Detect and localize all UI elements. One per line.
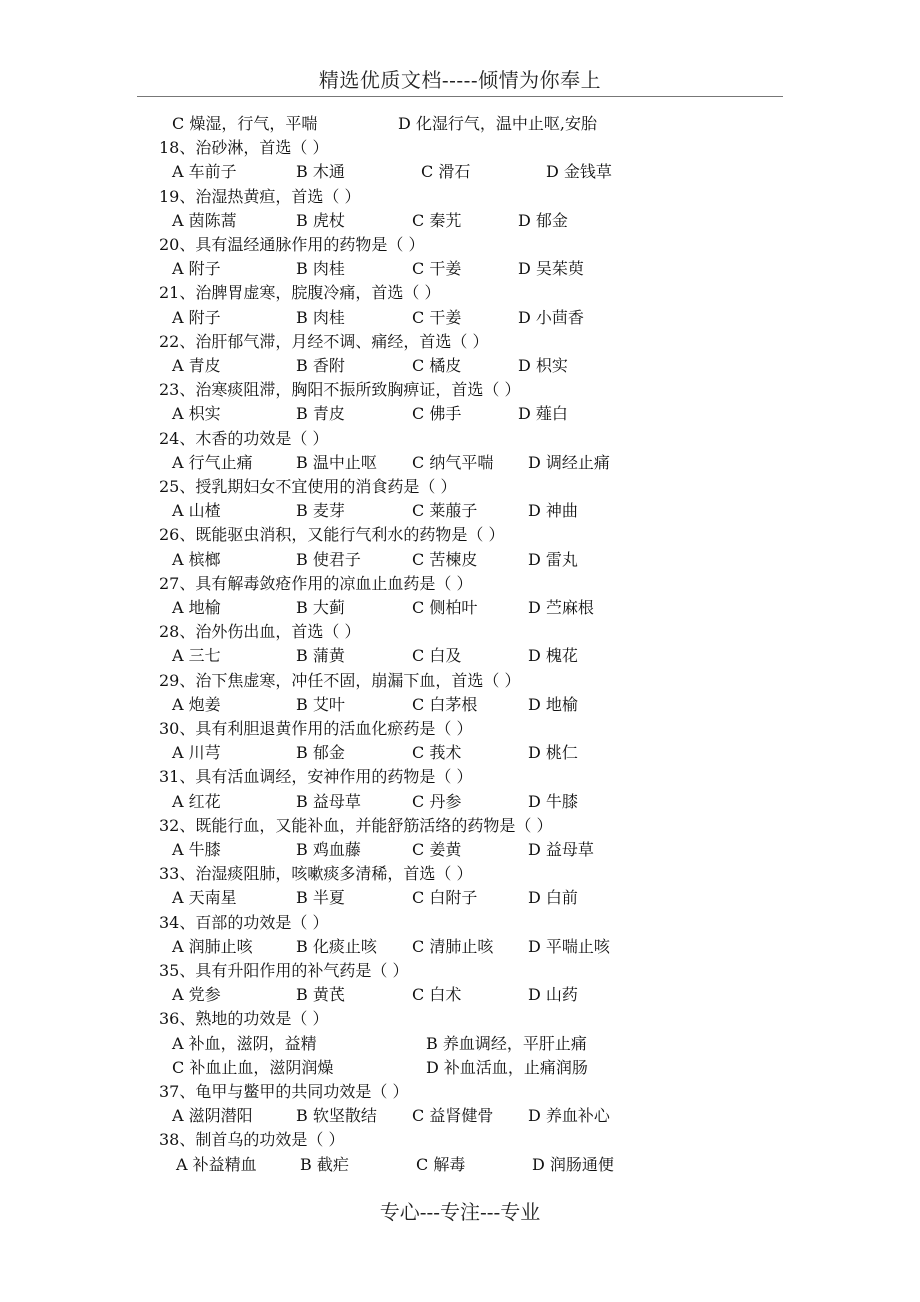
question-text: 33、治湿痰阻肺，咳嗽痰多清稀，首选（ ） — [159, 864, 473, 883]
answer-option: B 艾叶 — [296, 695, 345, 714]
answer-option: D 雷丸 — [528, 550, 578, 569]
answer-option: C 白茅根 — [412, 695, 478, 714]
answer-option: C 白及 — [412, 646, 462, 665]
answer-option: A 炮姜 — [172, 695, 221, 714]
answer-option: D 小茴香 — [518, 308, 584, 327]
answer-option: C 侧柏叶 — [412, 598, 478, 617]
answer-option: A 车前子 — [172, 162, 237, 181]
answer-option: C 清肺止咳 — [412, 937, 494, 956]
question-text: 34、百部的功效是（ ） — [159, 913, 329, 932]
answer-option: C 白附子 — [412, 888, 478, 907]
page-footer: 专心---专注---专业 — [379, 1200, 541, 1224]
answer-option: C 橘皮 — [412, 356, 462, 375]
answer-option: D 神曲 — [528, 501, 578, 520]
answer-option: C 莱菔子 — [412, 501, 478, 520]
answer-option: D 槐花 — [528, 646, 578, 665]
answer-option: A 青皮 — [172, 356, 221, 375]
question-text: 36、熟地的功效是（ ） — [159, 1009, 329, 1028]
answer-option: D 平喘止咳 — [528, 937, 610, 956]
header-divider — [137, 96, 783, 97]
question-text: 31、具有活血调经，安神作用的药物是（ ） — [159, 767, 473, 786]
answer-option: B 鸡血藤 — [296, 840, 361, 859]
answer-option: D 化湿行气，温中止呕,安胎 — [398, 114, 598, 133]
question-text: 24、木香的功效是（ ） — [159, 429, 329, 448]
answer-option: D 牛膝 — [528, 792, 578, 811]
answer-option: D 枳实 — [518, 356, 568, 375]
answer-option: D 苎麻根 — [528, 598, 594, 617]
question-text: 23、治寒痰阻滞，胸阳不振所致胸痹证，首选（ ） — [159, 380, 521, 399]
answer-option: D 地榆 — [528, 695, 578, 714]
answer-option: D 润肠通便 — [532, 1155, 614, 1174]
question-text: 30、具有利胆退黄作用的活血化瘀药是（ ） — [159, 719, 473, 738]
answer-option: C 滑石 — [421, 162, 471, 181]
answer-option: B 化痰止咳 — [296, 937, 377, 956]
answer-option: D 养血补心 — [528, 1106, 610, 1125]
answer-option: A 红花 — [172, 792, 221, 811]
answer-option: B 养血调经，平肝止痛 — [426, 1034, 587, 1053]
answer-option: A 枳实 — [172, 404, 221, 423]
answer-option: C 秦艽 — [412, 211, 462, 230]
answer-option: B 麦芽 — [296, 501, 345, 520]
answer-option: C 白术 — [412, 985, 462, 1004]
answer-option: A 附子 — [172, 259, 221, 278]
page-header: 精选优质文档-----倾情为你奉上 — [318, 68, 602, 92]
answer-option: B 蒲黄 — [296, 646, 345, 665]
answer-option: C 佛手 — [412, 404, 462, 423]
answer-option: B 虎杖 — [296, 211, 345, 230]
question-text: 25、授乳期妇女不宜使用的消食药是（ ） — [159, 477, 457, 496]
answer-option: C 莪术 — [412, 743, 462, 762]
answer-option: A 茵陈蒿 — [172, 211, 237, 230]
answer-option: C 苦楝皮 — [412, 550, 478, 569]
answer-option: A 补益精血 — [176, 1155, 257, 1174]
answer-option: D 郁金 — [518, 211, 568, 230]
answer-option: B 黄芪 — [296, 985, 345, 1004]
question-text: 32、既能行血，又能补血，并能舒筋活络的药物是（ ） — [159, 816, 553, 835]
answer-option: A 滋阴潜阳 — [172, 1106, 253, 1125]
answer-option: A 地榆 — [172, 598, 221, 617]
answer-option: B 截疟 — [300, 1155, 349, 1174]
answer-option: B 软坚散结 — [296, 1106, 377, 1125]
answer-option: D 调经止痛 — [528, 453, 610, 472]
answer-option: B 香附 — [296, 356, 345, 375]
answer-option: A 行气止痛 — [172, 453, 253, 472]
answer-option: B 肉桂 — [296, 259, 345, 278]
answer-option: D 山药 — [528, 985, 578, 1004]
answer-option: C 丹参 — [412, 792, 462, 811]
answer-option: A 牛膝 — [172, 840, 221, 859]
answer-option: D 益母草 — [528, 840, 594, 859]
answer-option: D 补血活血，止痛润肠 — [426, 1058, 588, 1077]
answer-option: A 补血，滋阴，益精 — [172, 1034, 317, 1053]
question-text: 20、具有温经通脉作用的药物是（ ） — [159, 235, 425, 254]
question-text: 18、治砂淋，首选（ ） — [159, 138, 329, 157]
answer-option: B 青皮 — [296, 404, 345, 423]
answer-option: A 三七 — [172, 646, 221, 665]
answer-option: B 益母草 — [296, 792, 361, 811]
answer-option: D 吴茱萸 — [518, 259, 584, 278]
answer-option: A 党参 — [172, 985, 221, 1004]
question-text: 29、治下焦虚寒，冲任不固，崩漏下血，首选（ ） — [159, 671, 521, 690]
answer-option: C 干姜 — [412, 308, 462, 327]
answer-option: B 使君子 — [296, 550, 361, 569]
answer-option: A 川芎 — [172, 743, 221, 762]
answer-option: B 郁金 — [296, 743, 345, 762]
question-text: 38、制首乌的功效是（ ） — [159, 1130, 345, 1149]
question-text: 35、具有升阳作用的补气药是（ ） — [159, 961, 409, 980]
question-text: 37、龟甲与鳖甲的共同功效是（ ） — [159, 1082, 409, 1101]
answer-option: D 桃仁 — [528, 743, 578, 762]
question-text: 26、既能驱虫消积，又能行气利水的药物是（ ） — [159, 525, 505, 544]
answer-option: A 附子 — [172, 308, 221, 327]
answer-option: D 金钱草 — [546, 162, 612, 181]
question-text: 21、治脾胃虚寒，脘腹冷痛，首选（ ） — [159, 283, 441, 302]
question-text: 27、具有解毒敛疮作用的凉血止血药是（ ） — [159, 574, 473, 593]
answer-option: A 山楂 — [172, 501, 221, 520]
answer-option: C 益肾健骨 — [412, 1106, 494, 1125]
question-text: 28、治外伤出血，首选（ ） — [159, 622, 361, 641]
question-text: 22、治肝郁气滞，月经不调、痛经，首选（ ） — [159, 332, 489, 351]
answer-option: D 薤白 — [518, 404, 568, 423]
answer-option: D 白前 — [528, 888, 578, 907]
answer-option: B 肉桂 — [296, 308, 345, 327]
answer-option: A 润肺止咳 — [172, 937, 253, 956]
answer-option: C 干姜 — [412, 259, 462, 278]
question-text: 19、治湿热黄疸，首选（ ） — [159, 187, 361, 206]
answer-option: B 大蓟 — [296, 598, 345, 617]
answer-option: B 温中止呕 — [296, 453, 377, 472]
answer-option: C 燥湿，行气，平喘 — [172, 114, 318, 133]
answer-option: C 补血止血，滋阴润燥 — [172, 1058, 334, 1077]
answer-option: C 解毒 — [416, 1155, 466, 1174]
answer-option: A 槟榔 — [172, 550, 221, 569]
answer-option: C 姜黄 — [412, 840, 462, 859]
answer-option: C 纳气平喘 — [412, 453, 494, 472]
answer-option: B 半夏 — [296, 888, 345, 907]
answer-option: B 木通 — [296, 162, 345, 181]
answer-option: A 天南星 — [172, 888, 237, 907]
